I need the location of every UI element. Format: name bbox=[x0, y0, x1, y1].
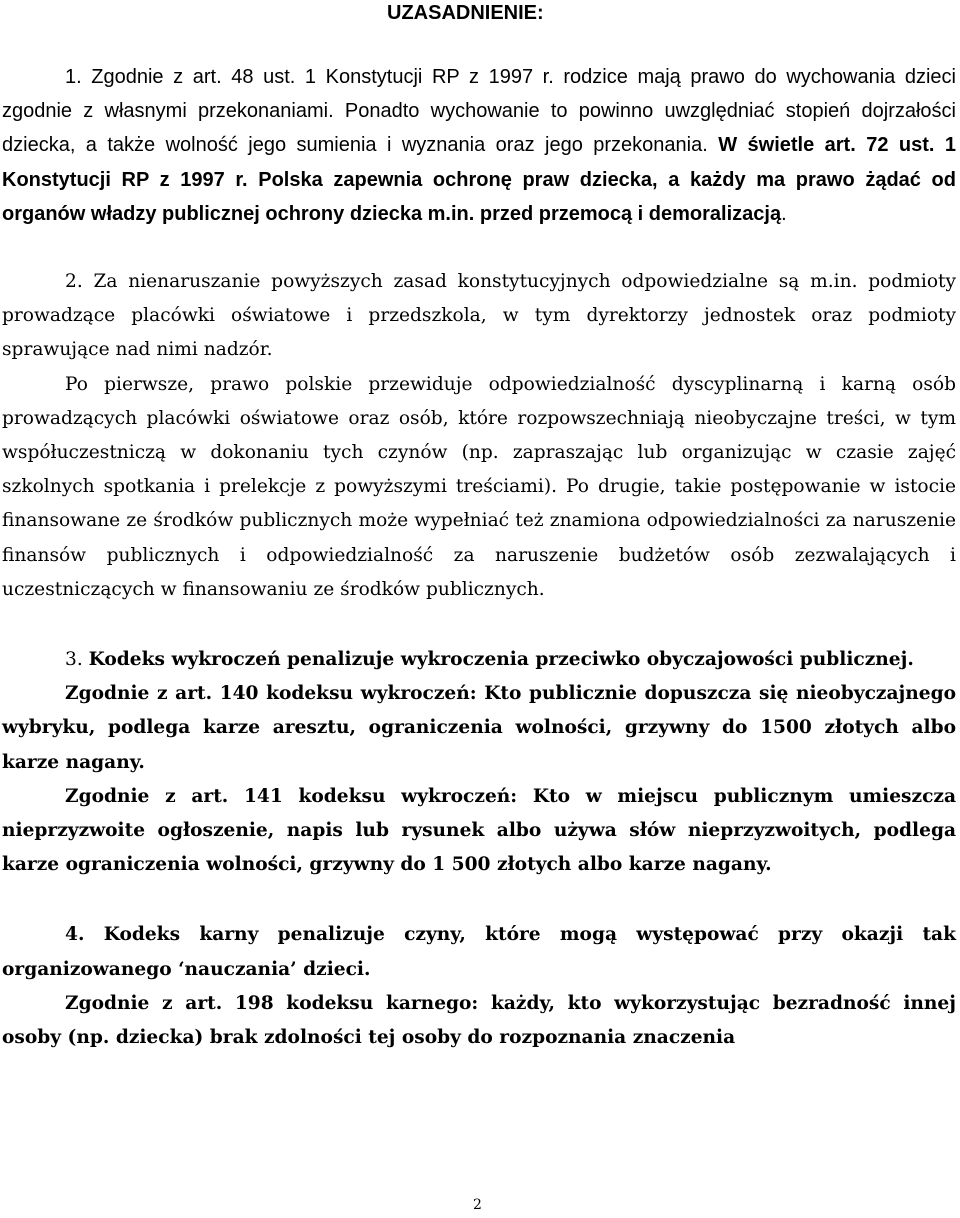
page-heading: UZASADNIENIE: bbox=[387, 2, 544, 24]
paragraph-4-number: 3. bbox=[65, 649, 89, 671]
paragraph-8: Zgodnie z art. 198 kodeksu karnego: każdy, kto wykorzystując bezradność innej osoby (np. dziecka) brak zdolności tej osoby do rozpoznania znaczenia bbox=[2, 992, 956, 1049]
page-number: 2 bbox=[473, 1197, 482, 1213]
document-body bbox=[2, 60, 956, 1055]
paragraph-4-text: Kodeks wykroczeń penalizuje wykroczenia przeciwko obyczajowości publicznej. bbox=[88, 649, 914, 671]
paragraph-spacer bbox=[2, 231, 956, 265]
paragraph-7: 4. Kodeks karny penalizuje czyny, które mogą występować przy okazji tak organizowanego ‘nauczania’ dzieci. bbox=[2, 924, 956, 980]
paragraph-3: Po pierwsze, prawo polskie przewiduje odpowiedzialność dyscyplinarną i karną osób prowadzących placówki oświatowe oraz osób, które rozpowszechniają nieobyczajne treści, w tym współuczestniczą w dokonaniu tych czynów (np. zapraszając lub organizując w czasie zajęć szkolnych spotkania i prelekcje z powyższymi treściami). Po drugie, takie postępowanie w istocie finansowane ze środków publicznych może wypełniać też znamiona odpowiedzialności za naruszenie finansów publicznych i odpowiedzialność za naruszenie budżetów osób zezwalających i uczestniczących w finansowaniu ze środków publicznych. bbox=[2, 373, 956, 600]
paragraph-1-emphasis: W świetle art. 72 ust. 1 Konstytucji RP z 1997 r. Polska zapewnia ochronę praw dziecka, a każdy ma prawo żądać od organów władzy publicznej ochrony dziecka m.in. przed przemocą i demoralizacją bbox=[2, 134, 956, 225]
paragraph-1-text: 1. Zgodnie z art. 48 ust. 1 Konstytucji RP z 1997 r. rodzice mają prawo do wychowania dzieci zgodnie z własnymi przekonaniami. Ponadto wychowanie to powinno uwzględniać stopień dojrzałości dziecka, a także wolność jego sumienia i wyznania oraz jego przekonania. bbox=[2, 66, 956, 157]
paragraph-1 bbox=[2, 60, 956, 231]
paragraph-2: 2. Za nienaruszanie powyższych zasad konstytucyjnych odpowiedzialne są m.in. podmioty prowadzące placówki oświatowe i przedszkola, w tym dyrektorzy jednostek oraz podmioty sprawujące nad nimi nadzór. bbox=[2, 271, 956, 361]
paragraph-spacer bbox=[2, 607, 956, 643]
paragraph-5: Zgodnie z art. 140 kodeksu wykroczeń: Kto publicznie dopuszcza się nieobyczajnego wybryku, podlega karze aresztu, ograniczenia wolności, grzywny do 1500 złotych albo karze nagany. bbox=[2, 683, 956, 773]
paragraph-spacer bbox=[2, 882, 956, 918]
paragraph-1-end: . bbox=[781, 202, 787, 225]
paragraph-6: Zgodnie z art. 141 kodeksu wykroczeń: Kto w miejscu publicznym umieszcza nieprzyzwoite ogłoszenie, napis lub rysunek albo używa słów nieprzyzwoitych, podlega karze ograniczenia wolności, grzywny do 1 500 złotych albo karze nagany. bbox=[2, 785, 956, 876]
paragraph-4 bbox=[2, 643, 956, 677]
